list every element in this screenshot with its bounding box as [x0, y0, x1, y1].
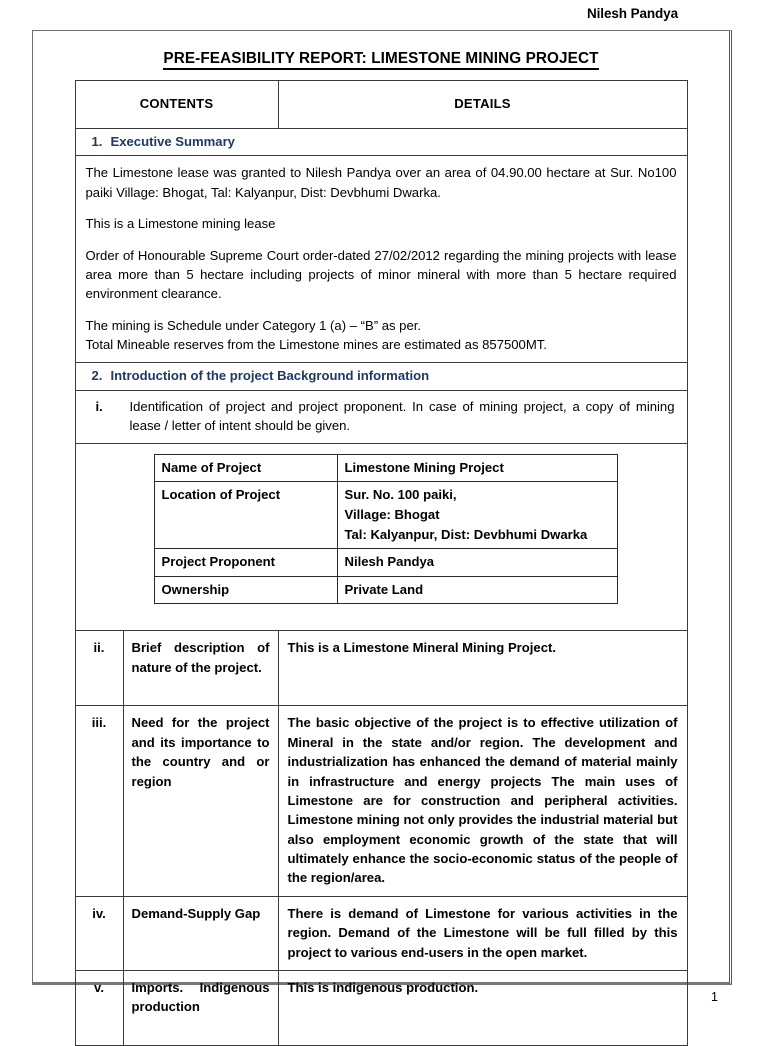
detail-line: Sur. No. 100 paiki, — [344, 487, 457, 503]
page-content — [33, 31, 729, 1015]
table-row — [154, 454, 617, 482]
project-details-wrapper — [75, 443, 687, 631]
detail-value-name-of-project — [337, 454, 617, 482]
section-number: 2. — [91, 368, 103, 384]
section-label: Introduction of the project Background information — [110, 368, 430, 384]
project-details-table — [154, 454, 618, 605]
document-header-author: Nilesh Pandya — [587, 6, 678, 21]
table-row — [154, 576, 617, 604]
item-iv-numeral: iv. — [75, 896, 123, 970]
column-header-contents: CONTENTS — [75, 81, 278, 129]
detail-line: Tal: Kalyanpur, Dist: Devbhumi Dwarka — [344, 526, 588, 542]
page-title-text: PRE-FEASIBILITY REPORT: LIMESTONE MINING PROJECT — [163, 50, 598, 70]
exec-paragraph-4: The mining is Schedule under Category 1 (a) – “B” as per. — [85, 317, 422, 333]
detail-key-name-of-project: Name of Project — [154, 454, 337, 482]
detail-key-location-of-project: Location of Project — [154, 482, 337, 549]
main-contents-table — [75, 80, 688, 1046]
column-header-details: DETAILS — [278, 81, 687, 129]
table-row — [75, 443, 687, 631]
table-row — [75, 631, 687, 706]
detail-value-project-proponent — [337, 549, 617, 577]
item-i-text: Identification of project and project proponent. In case of mining project, a copy of mining lease / letter of intent should be given. — [129, 398, 675, 434]
exec-paragraph-1: The Limestone lease was granted to Nilesh Pandya over an area of 04.90.00 hectare at Sur. No100 paiki Village: Bhogat, Tal: Kalyanpur, Dist: Devbhumi Dwarka. — [85, 165, 677, 200]
table-row — [75, 129, 687, 156]
item-v-description — [278, 970, 687, 1045]
detail-key-ownership: Ownership — [154, 576, 337, 604]
item-ii-description — [278, 631, 687, 706]
item-i-numeral: i. — [95, 398, 103, 414]
item-iv-label: Demand-Supply Gap — [123, 896, 278, 970]
exec-paragraph-2: This is a Limestone mining lease — [85, 216, 276, 232]
item-iii-description — [278, 706, 687, 896]
item-v-label: Imports. Indigenous production — [123, 970, 278, 1045]
detail-value-ownership — [337, 576, 617, 604]
detail-key-project-proponent: Project Proponent — [154, 549, 337, 577]
section-heading-introduction — [75, 363, 687, 390]
detail-value-location-of-project — [337, 482, 617, 549]
exec-paragraph-5: Total Mineable reserves from the Limestone mines are estimated as 857500MT. — [85, 337, 547, 353]
section-heading-executive-summary — [75, 129, 687, 156]
item-i-row — [75, 390, 687, 443]
page-border — [32, 30, 732, 1015]
table-row — [75, 363, 687, 390]
detail-line: Village: Bhogat — [344, 506, 440, 522]
table-row — [154, 549, 617, 577]
detail-line: Private Land — [344, 581, 424, 597]
table-row — [75, 970, 687, 1045]
table-row — [154, 482, 617, 549]
section-number: 1. — [91, 134, 103, 150]
item-ii-numeral: ii. — [75, 631, 123, 706]
detail-line: Nilesh Pandya — [344, 554, 435, 570]
item-v-description-text: This is indigenous production. — [287, 979, 479, 995]
table-row — [75, 896, 687, 970]
item-v-numeral: v. — [75, 970, 123, 1045]
item-ii-label: Brief description of nature of the project. — [123, 631, 278, 706]
item-iii-numeral: iii. — [75, 706, 123, 896]
table-row — [75, 156, 687, 363]
table-header-row — [75, 81, 687, 129]
detail-line: Limestone Mining Project — [344, 459, 504, 475]
item-iv-description-text: There is demand of Limestone for various activities in the region. Demand of the Limestone will be full filled by this project to various end-users in the open market. — [287, 905, 678, 960]
table-row — [75, 390, 687, 443]
executive-summary-body — [75, 156, 687, 363]
page-number: 1 — [711, 990, 718, 1004]
section-label: Executive Summary — [110, 134, 235, 150]
table-row — [75, 706, 687, 896]
exec-paragraph-3: Order of Honourable Supreme Court order-dated 27/02/2012 regarding the mining projects with lease area more than 5 hectare including projects of minor mineral with more than 5 hectare required environment clearance. — [85, 247, 677, 302]
item-iii-label: Need for the project and its importance to the country and or region — [123, 706, 278, 896]
item-iv-description — [278, 896, 687, 970]
page-title — [45, 49, 717, 68]
item-iii-description-text: The basic objective of the project is to effective utilization of Mineral in the state and/or region. The development and industrialization has enhanced the demand of material mainly in infrastructure and energy projects The main uses of Limestone are for construction and peripheral activities. Limestone mining not only provides the industrial material but also employment economic growth of the state that will ultimately enhance the socio-economic status of the people of the region/area. — [287, 715, 678, 886]
item-ii-description-text: This is a Limestone Mineral Mining Project. — [287, 640, 556, 656]
